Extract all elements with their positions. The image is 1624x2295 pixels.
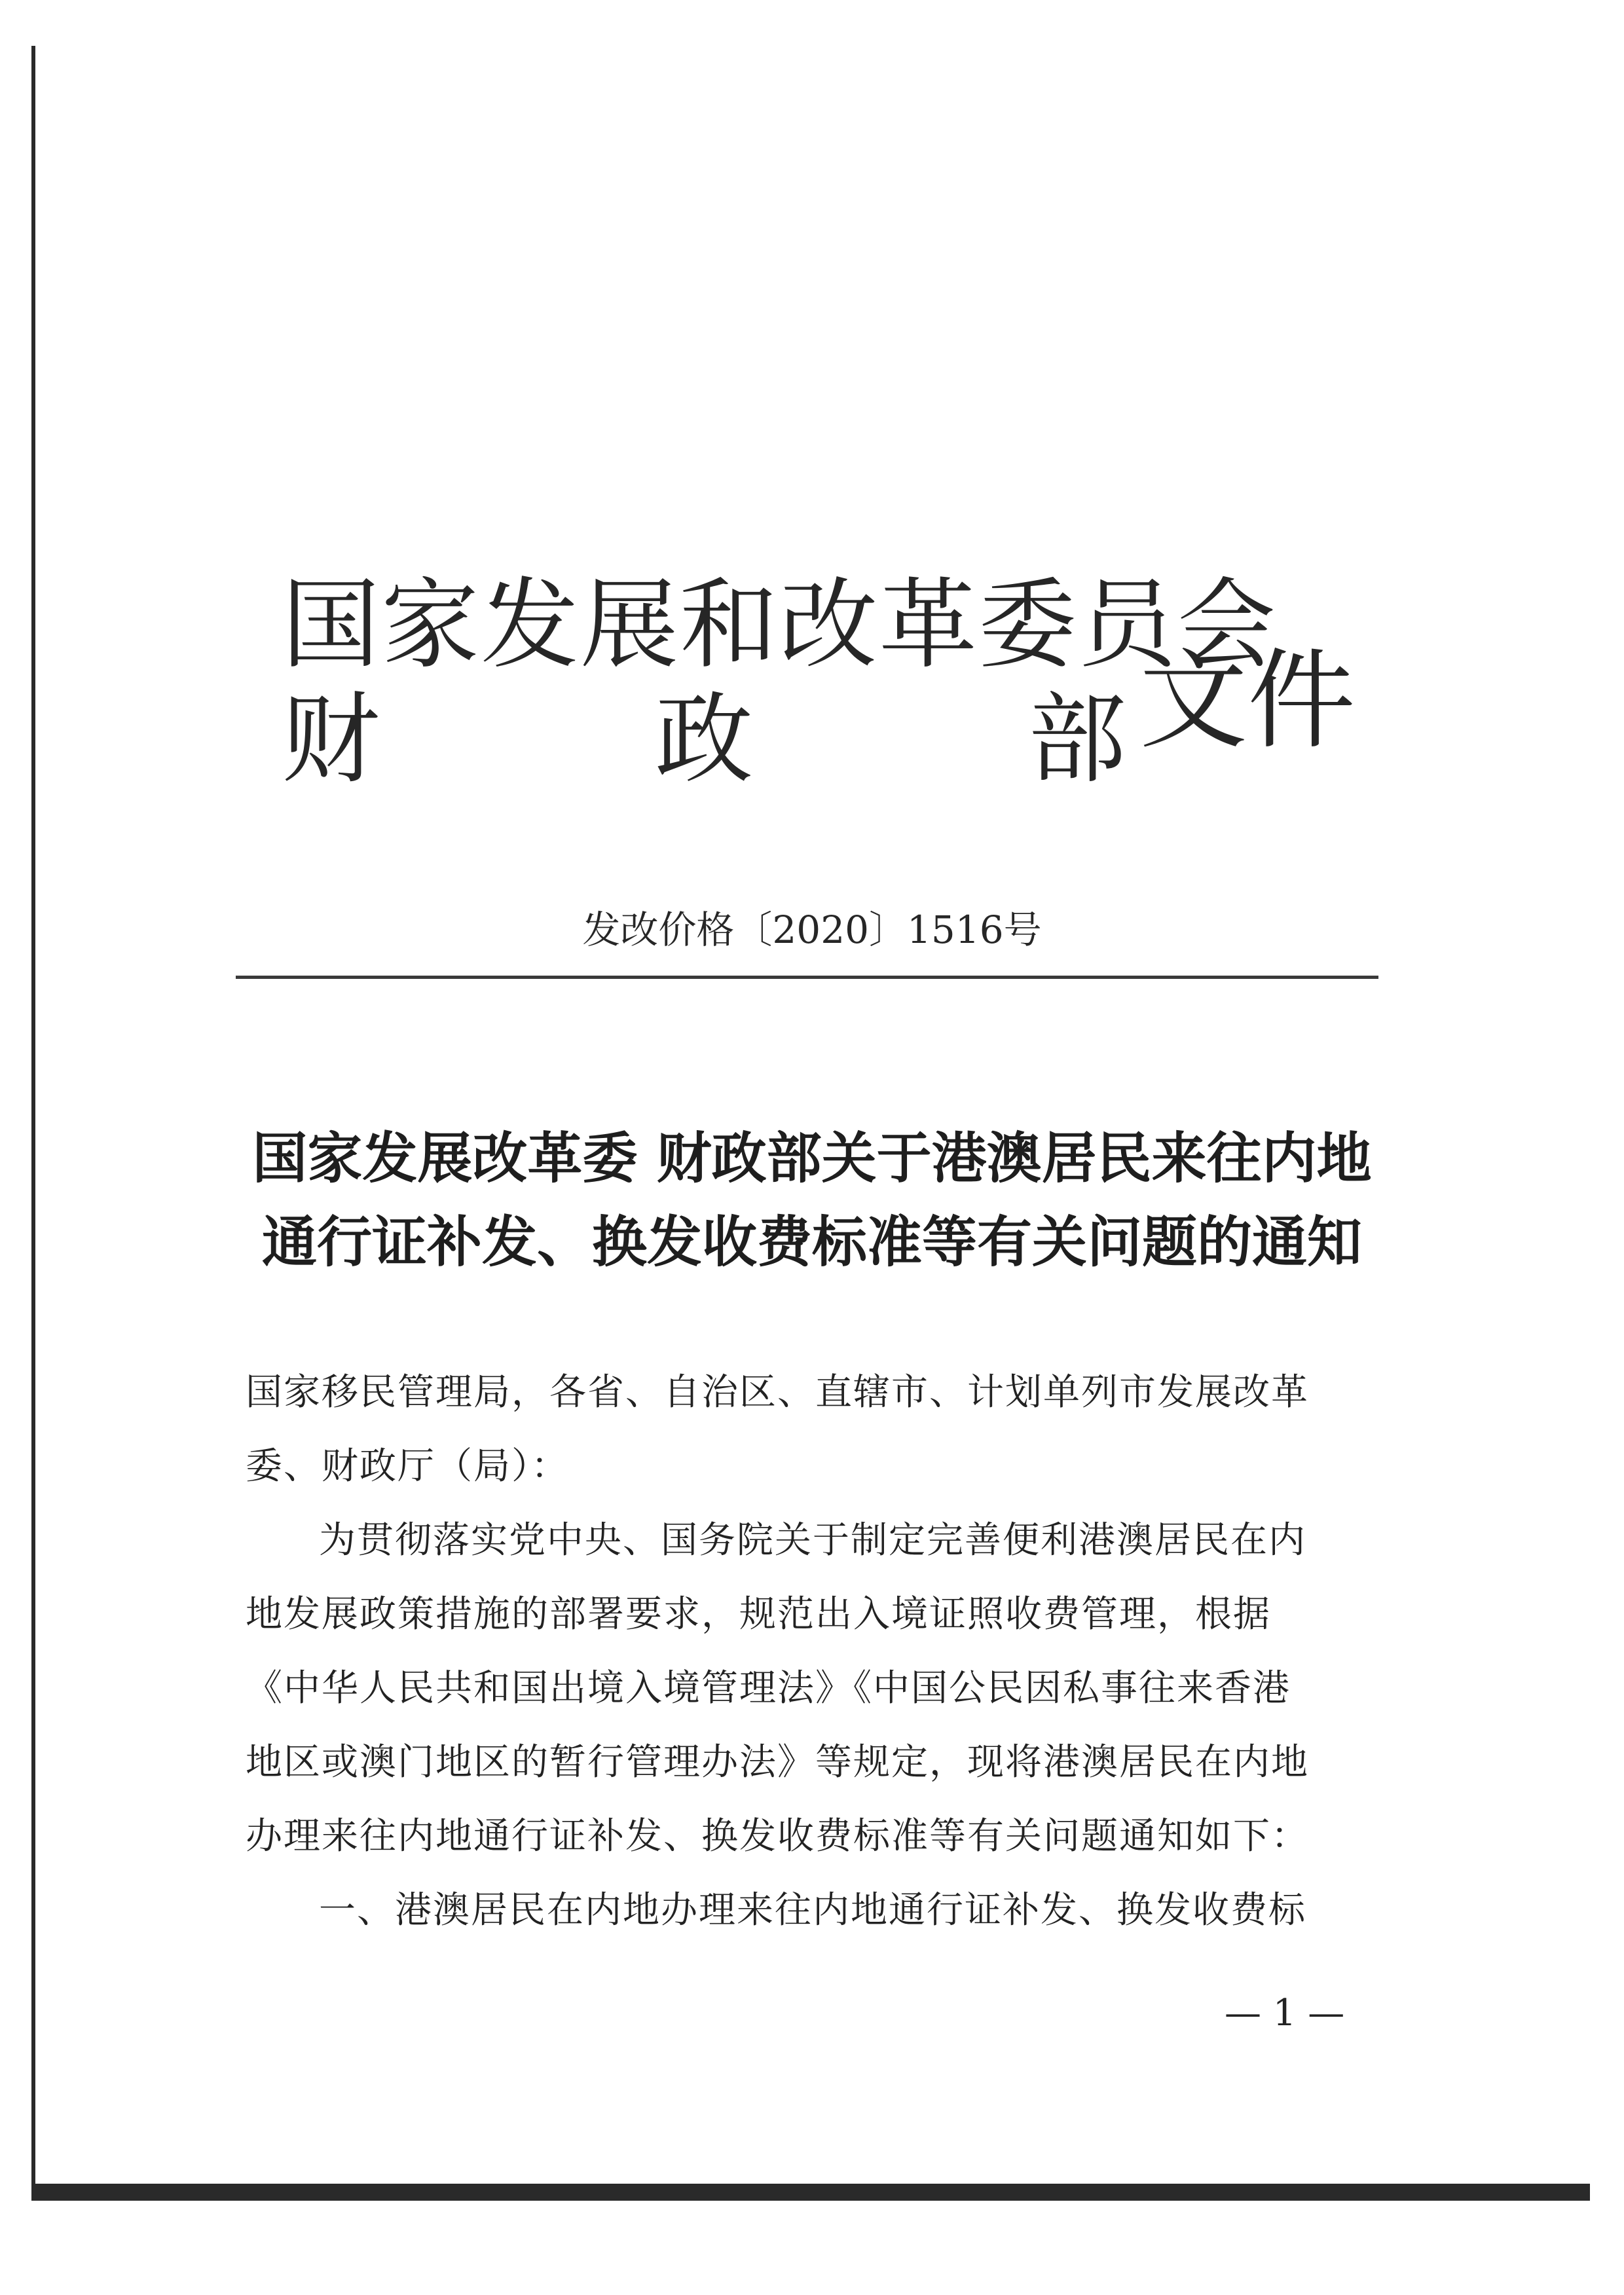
document-title [0, 1116, 1624, 1284]
document-word: 文件 [1139, 638, 1356, 763]
body-line-5: 《中华人民共和国出境入境管理法》《中国公民因私事往来香港 [246, 1667, 1291, 1710]
body-line-1: 国家移民管理局，各省、自治区、直辖市、计划单列市发展改革 [246, 1371, 1309, 1414]
body-line-7: 办理来往内地通行证补发、换发收费标准等有关问题通知如下： [246, 1815, 1309, 1858]
document-body [246, 1355, 1385, 1947]
title-line-2: 通行证补发、换发收费标准等有关问题的通知 [261, 1209, 1362, 1274]
issuer-mof [282, 681, 1127, 799]
issuer-mof-char-2: 政 [655, 683, 754, 797]
body-line-6: 地区或澳门地区的暂行管理办法》等规定，现将港澳居民在内地 [246, 1741, 1309, 1784]
header-divider [236, 976, 1378, 979]
body-line-8: 一、港澳居民在内地办理来往内地通行证补发、换发收费标 [319, 1889, 1306, 1932]
title-line-1: 国家发展改革委 财政部关于港澳居民来往内地 [252, 1126, 1372, 1190]
issuer-ndrc: 国家发展和改革委员会 [282, 568, 1278, 682]
document-number: 发改价格〔2020〕1516号 [582, 908, 1042, 952]
scan-edge-bottom [31, 2184, 1590, 2201]
issuer-mof-char-1: 财 [282, 683, 380, 797]
issuer-mof-char-3: 部 [1028, 683, 1127, 797]
body-line-3: 为贯彻落实党中央、国务院关于制定完善便利港澳居民在内 [319, 1519, 1306, 1562]
body-line-2: 委、财政厅（局）： [246, 1445, 569, 1488]
page-number: — 1 — [1225, 1992, 1345, 2034]
body-line-4: 地发展政策措施的部署要求，规范出入境证照收费管理，根据 [246, 1593, 1271, 1636]
